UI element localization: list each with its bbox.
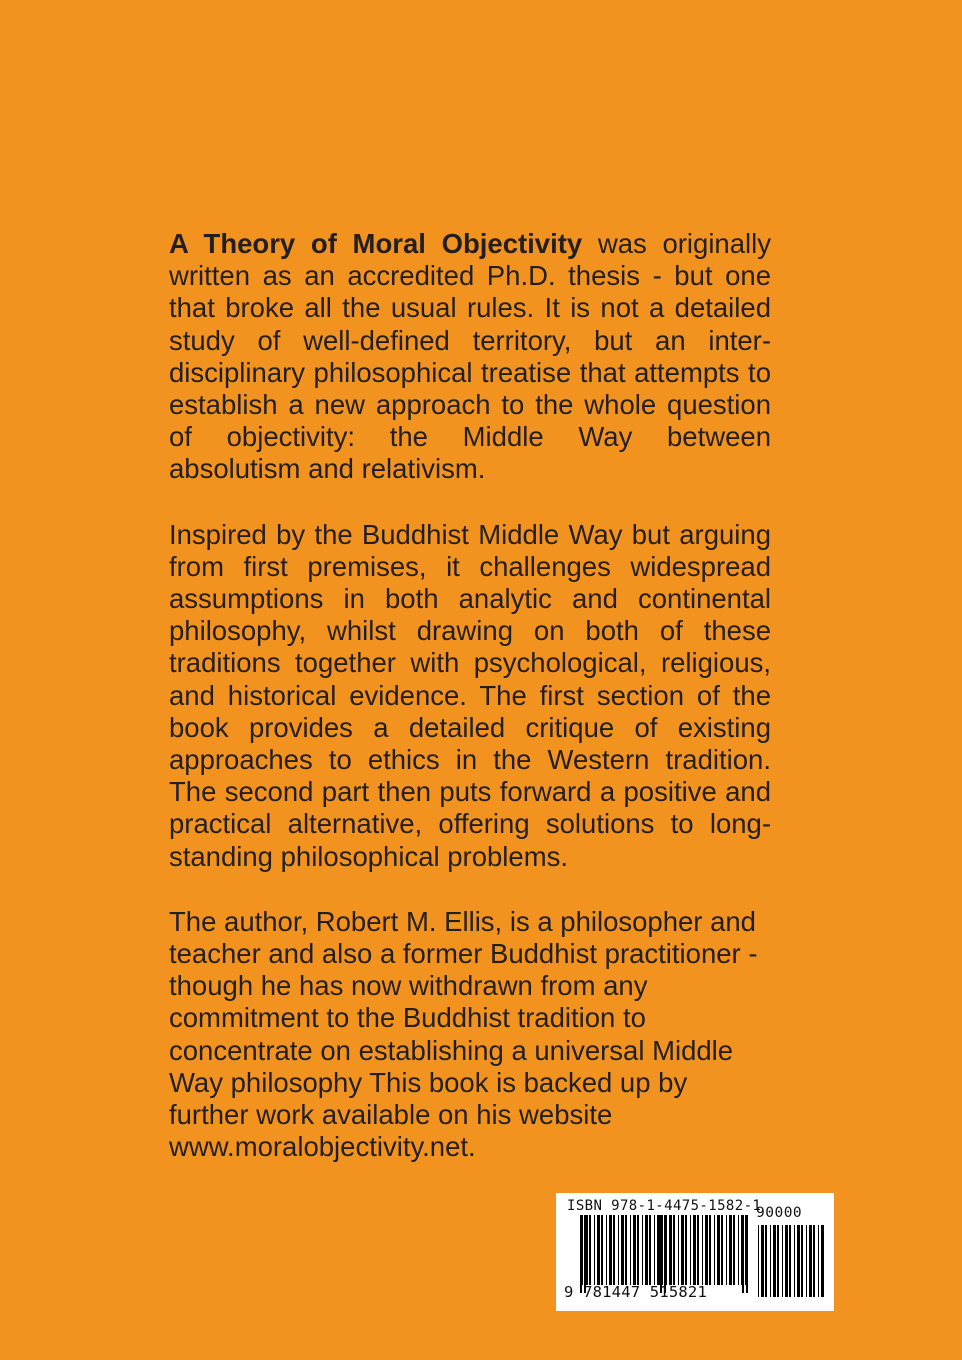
barcode-bar [649, 1215, 651, 1285]
blurb-paragraph-3: The author, Robert M. Ellis, is a philosopher and teacher and also a former Buddhist practitioner - though he has now withdrawn from any commitment to the Buddhist tradition to concentrate on establishing a universal Middle Way philosophy This book is backed up by further work available on his website www.moralobjectivity.net. [169, 905, 758, 1163]
barcode-guard-bar [746, 1215, 748, 1293]
barcode-bar [777, 1225, 779, 1297]
barcode-bar [609, 1215, 612, 1285]
barcode-bar [809, 1225, 812, 1297]
barcode-bar [745, 1215, 746, 1285]
barcode-bar [702, 1215, 703, 1285]
barcode-bar [606, 1215, 607, 1285]
barcode-bar [618, 1215, 619, 1285]
barcode-bar [666, 1215, 667, 1285]
barcode-bar [818, 1225, 819, 1297]
barcode-bar [642, 1215, 643, 1285]
barcode-bar [797, 1225, 800, 1297]
barcode-bar [678, 1215, 679, 1285]
barcode-bar [673, 1215, 675, 1285]
barcode-bar [690, 1215, 691, 1285]
barcode-bar [645, 1215, 648, 1285]
barcode-bar [625, 1215, 627, 1285]
barcode-bar [714, 1215, 715, 1285]
barcode-bar [589, 1215, 591, 1285]
barcode-bar [794, 1225, 795, 1297]
barcode-bar [582, 1215, 583, 1285]
barcode-bar [697, 1215, 699, 1285]
barcode-bar [821, 1225, 824, 1297]
barcode-bar [685, 1215, 687, 1285]
barcode-bar [761, 1225, 764, 1297]
barcode-bar [785, 1225, 788, 1297]
barcode-bar [789, 1225, 791, 1297]
blurb-paragraph-2: Inspired by the Buddhist Middle Way but arguing from first premises, it challenges widespread assumptions in both analytic and continental philosophy, whilst drawing on both of these traditions together with psychological, religious, and historical evidence. The first section of the book provides a detailed critique of existing approaches to ethics in the Western tradition. The second part then puts forward a positive and practical alternative, offering solutions to long-standing philosophical problems. [169, 518, 771, 872]
barcode-guard-bar [580, 1215, 582, 1293]
barcode-bar [594, 1215, 595, 1285]
barcode-bar [801, 1225, 803, 1297]
barcode-bar [709, 1215, 711, 1285]
barcode-guard-bar [584, 1215, 586, 1293]
barcode-bar [613, 1215, 615, 1285]
barcode-guard-bar [742, 1215, 744, 1293]
barcode-bar [637, 1215, 639, 1285]
isbn-barcode [556, 1193, 834, 1311]
blurb-paragraph-1 [169, 228, 771, 486]
barcode-bar [601, 1215, 603, 1285]
barcode-bar [657, 1215, 660, 1285]
blurb-paragraph-1-text: was originally written as an accredited Ph.D. thesis - but one that broke all the usual rules. It is not a detailed study of well-defined territory, but an inter-disciplinary philosophical treatise that attempts to establish a new approach to the whole question of objectivity: the Middle Way between absolutism and relativism. [169, 228, 771, 485]
barcode-bar [621, 1215, 624, 1285]
isbn-label: ISBN 978-1-4475-1582-1 [567, 1198, 762, 1214]
back-cover-blurb [169, 228, 771, 1163]
barcode-bar [806, 1225, 807, 1297]
barcode-bar [738, 1215, 739, 1285]
barcode-bar [633, 1215, 636, 1285]
barcode-bar [765, 1225, 767, 1297]
barcode-bar [726, 1215, 727, 1285]
barcode-bar [721, 1215, 723, 1285]
barcode-bar [717, 1215, 720, 1285]
barcode-bar [630, 1215, 631, 1285]
barcode-bar [705, 1215, 708, 1285]
barcode-bar [813, 1225, 815, 1297]
barcode-bar [729, 1215, 732, 1285]
barcode-bar [597, 1215, 600, 1285]
barcode-guard-bar [664, 1215, 666, 1293]
barcode-bar [773, 1225, 776, 1297]
barcode-bar [770, 1225, 771, 1297]
barcode-bar [782, 1225, 783, 1297]
price-addon-code: 90000 [756, 1205, 803, 1221]
barcode-bar [669, 1215, 672, 1285]
barcode-guard-bar [660, 1215, 662, 1293]
barcode-bar [758, 1225, 759, 1297]
barcode-bar [693, 1215, 696, 1285]
book-title: A Theory of Moral Objectivity [169, 228, 583, 259]
ean-digits: 9 781447 515821 [564, 1283, 707, 1301]
barcode-bar [654, 1215, 655, 1285]
barcode-bar [733, 1215, 735, 1285]
barcode-bar [681, 1215, 684, 1285]
